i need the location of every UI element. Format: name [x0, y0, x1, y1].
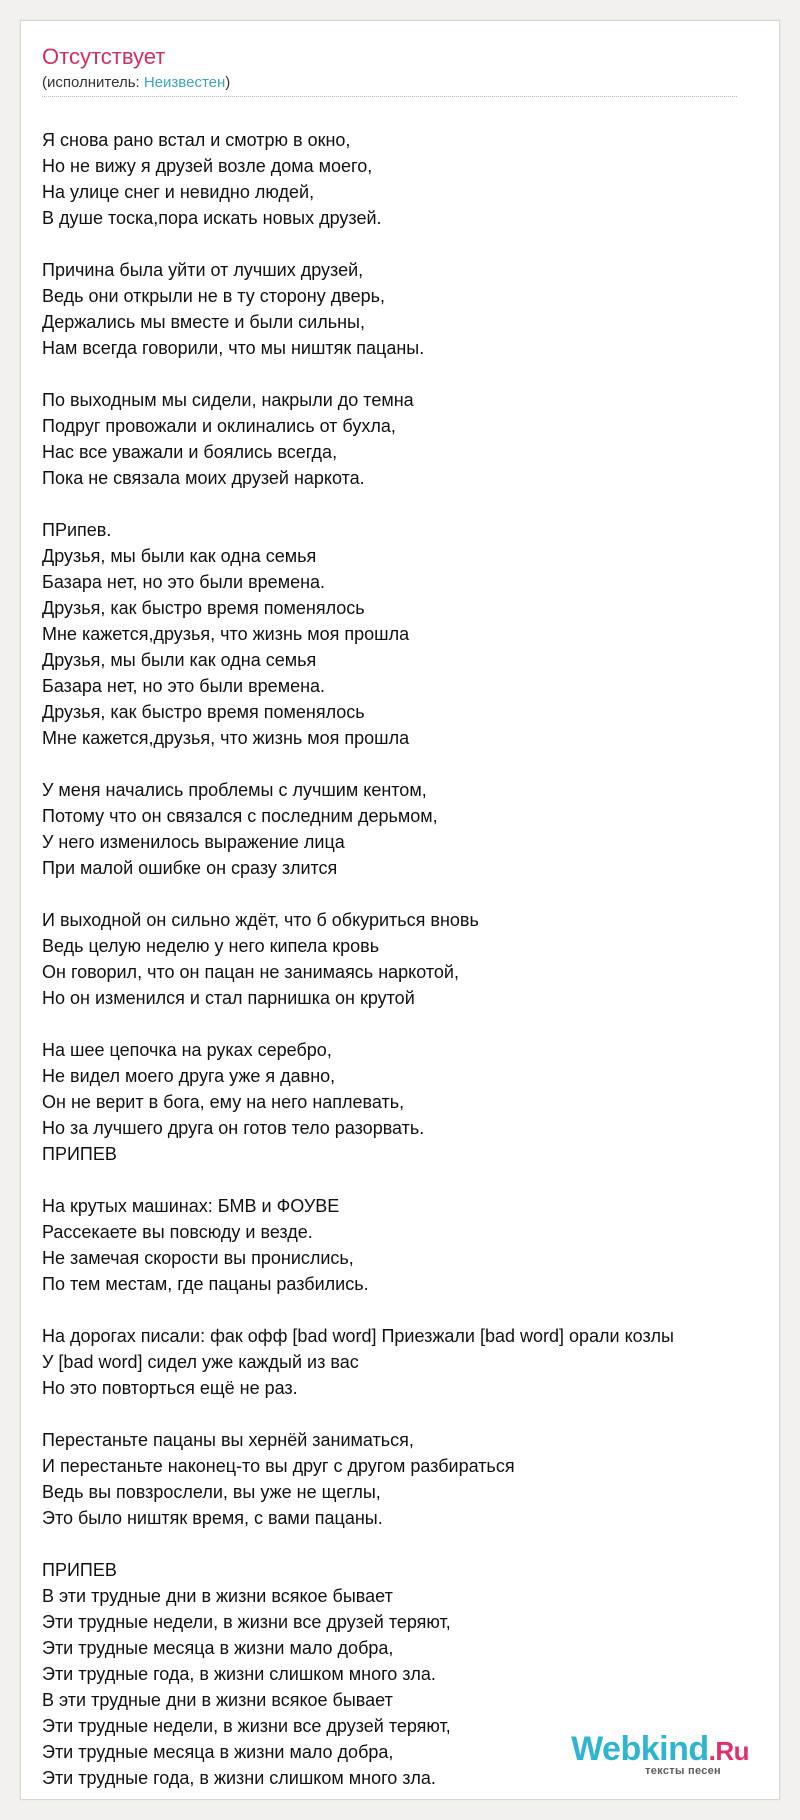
site-logo[interactable]	[559, 1729, 749, 1779]
artist-line	[42, 73, 737, 97]
lyric-line: Но за лучшего друга он готов тело разорвать.	[42, 1118, 425, 1138]
lyric-line: Эти трудные недели, в жизни все друзей теряют,	[42, 1716, 451, 1736]
artist-link[interactable]: Неизвестен	[143, 74, 226, 91]
lyric-line: Подруг провожали и оклинались от бухла,	[42, 416, 396, 436]
lyric-line: Друзья, мы были как одна семья	[42, 650, 317, 670]
lyric-line: Эти трудные месяца в жизни мало добра,	[42, 1638, 394, 1658]
lyric-line: Перестаньте пацаны вы хернёй заниматься,	[42, 1430, 414, 1450]
lyric-line: Эти трудные года, в жизни слишком много зла.	[42, 1768, 436, 1788]
lyric-line: Ведь вы повзрослели, вы уже не щеглы,	[42, 1482, 381, 1502]
lyric-line: Не видел моего друга уже я давно,	[42, 1066, 336, 1086]
lyric-line: Но не вижу я друзей возле дома моего,	[42, 156, 373, 176]
lyric-line: На шее цепочка на руках серебро,	[42, 1040, 332, 1060]
lyric-line: Друзья, мы были как одна семья	[42, 546, 317, 566]
lyric-line: Это было ништяк время, с вами пацаны.	[42, 1508, 383, 1528]
stanza-break	[42, 881, 782, 907]
lyric-line: Мне кажется,друзья, что жизнь моя прошла	[42, 624, 410, 644]
lyric-line: Но это повторться ещё не раз.	[42, 1378, 298, 1398]
lyric-line: Я снова рано встал и смотрю в окно,	[42, 130, 351, 150]
logo-tld: .Ru	[708, 1736, 749, 1766]
lyric-line: ПРИПЕВ	[42, 1144, 117, 1164]
stanza-break	[42, 1011, 782, 1037]
song-title: Отсутствует	[42, 44, 166, 69]
lyric-line: Потому что он связался с последним дерьмом,	[42, 806, 438, 826]
lyrics-text	[42, 127, 782, 1791]
stanza-break	[42, 361, 782, 387]
stanza-break	[42, 231, 782, 257]
lyric-line: Базара нет, но это были времена.	[42, 572, 326, 592]
lyric-line: По выходным мы сидели, накрыли до темна	[42, 390, 414, 410]
lyric-line: По тем местам, где пацаны разбились.	[42, 1274, 369, 1294]
lyric-line: Но он изменился и стал парнишка он крутой	[42, 988, 415, 1008]
logo-tagline: тексты песен	[645, 1765, 721, 1777]
lyric-line: У него изменилось выражение лица	[42, 832, 345, 852]
lyric-line: Нам всегда говорили, что мы ништяк пацаны.	[42, 338, 425, 358]
song-header	[42, 43, 737, 97]
lyric-line: Не замечая скорости вы пронислись,	[42, 1248, 354, 1268]
artist-prefix: (исполнитель:	[42, 74, 144, 91]
lyric-line: ПРИПЕВ	[42, 1560, 117, 1580]
lyric-line: Причина была уйти от лучших друзей,	[42, 260, 364, 280]
lyric-line: Мне кажется,друзья, что жизнь моя прошла	[42, 728, 410, 748]
lyric-line: На дорогах писали: фак офф [bad word] Приезжали [bad word] орали козлы	[42, 1326, 674, 1346]
lyric-line: На крутых машинах: БМВ и ФОУВЕ	[42, 1196, 340, 1216]
lyric-line: И выходной он сильно ждёт, что б обкуриться вновь	[42, 910, 479, 930]
lyric-line: Ведь целую неделю у него кипела кровь	[42, 936, 380, 956]
lyric-line: Эти трудные недели, в жизни все друзей теряют,	[42, 1612, 451, 1632]
stanza-break	[42, 1297, 782, 1323]
lyric-line: Базара нет, но это были времена.	[42, 676, 326, 696]
lyric-line: При малой ошибке он сразу злится	[42, 858, 338, 878]
lyric-line: У меня начались проблемы с лучшим кентом,	[42, 780, 427, 800]
stanza-break	[42, 1401, 782, 1427]
lyric-line: Друзья, как быстро время поменялось	[42, 702, 365, 722]
lyric-line: И перестаньте наконец-то вы друг с другом разбираться	[42, 1456, 515, 1476]
lyric-line: Нас все уважали и боялись всегда,	[42, 442, 338, 462]
stanza-break	[42, 751, 782, 777]
lyric-line: Эти трудные месяца в жизни мало добра,	[42, 1742, 394, 1762]
lyric-line: На улице снег и невидно людей,	[42, 182, 315, 202]
lyric-line: Он не верит в бога, ему на него наплевать,	[42, 1092, 405, 1112]
lyric-line: В эти трудные дни в жизни всякое бывает	[42, 1586, 393, 1606]
stanza-break	[42, 1167, 782, 1193]
lyric-line: Друзья, как быстро время поменялось	[42, 598, 365, 618]
lyric-line: В эти трудные дни в жизни всякое бывает	[42, 1690, 393, 1710]
lyric-line: Держались мы вместе и были сильны,	[42, 312, 365, 332]
lyric-line: Он говорил, что он пацан не занимаясь наркотой,	[42, 962, 459, 982]
lyric-line: Ведь они открыли не в ту сторону дверь,	[42, 286, 385, 306]
lyric-line: Пока не связала моих друзей наркота.	[42, 468, 365, 488]
lyrics-card	[20, 20, 780, 1800]
lyric-line: Рассекаете вы повсюду и везде.	[42, 1222, 313, 1242]
logo-name: Webkind	[571, 1730, 709, 1768]
stanza-break	[42, 1531, 782, 1557]
artist-suffix: )	[225, 74, 231, 91]
lyric-line: У [bad word] сидел уже каждый из вас	[42, 1352, 359, 1372]
lyric-line: В душе тоска,пора искать новых друзей.	[42, 208, 382, 228]
stanza-break	[42, 491, 782, 517]
lyric-line: ПРипев.	[42, 520, 112, 540]
lyric-line: Эти трудные года, в жизни слишком много зла.	[42, 1664, 436, 1684]
